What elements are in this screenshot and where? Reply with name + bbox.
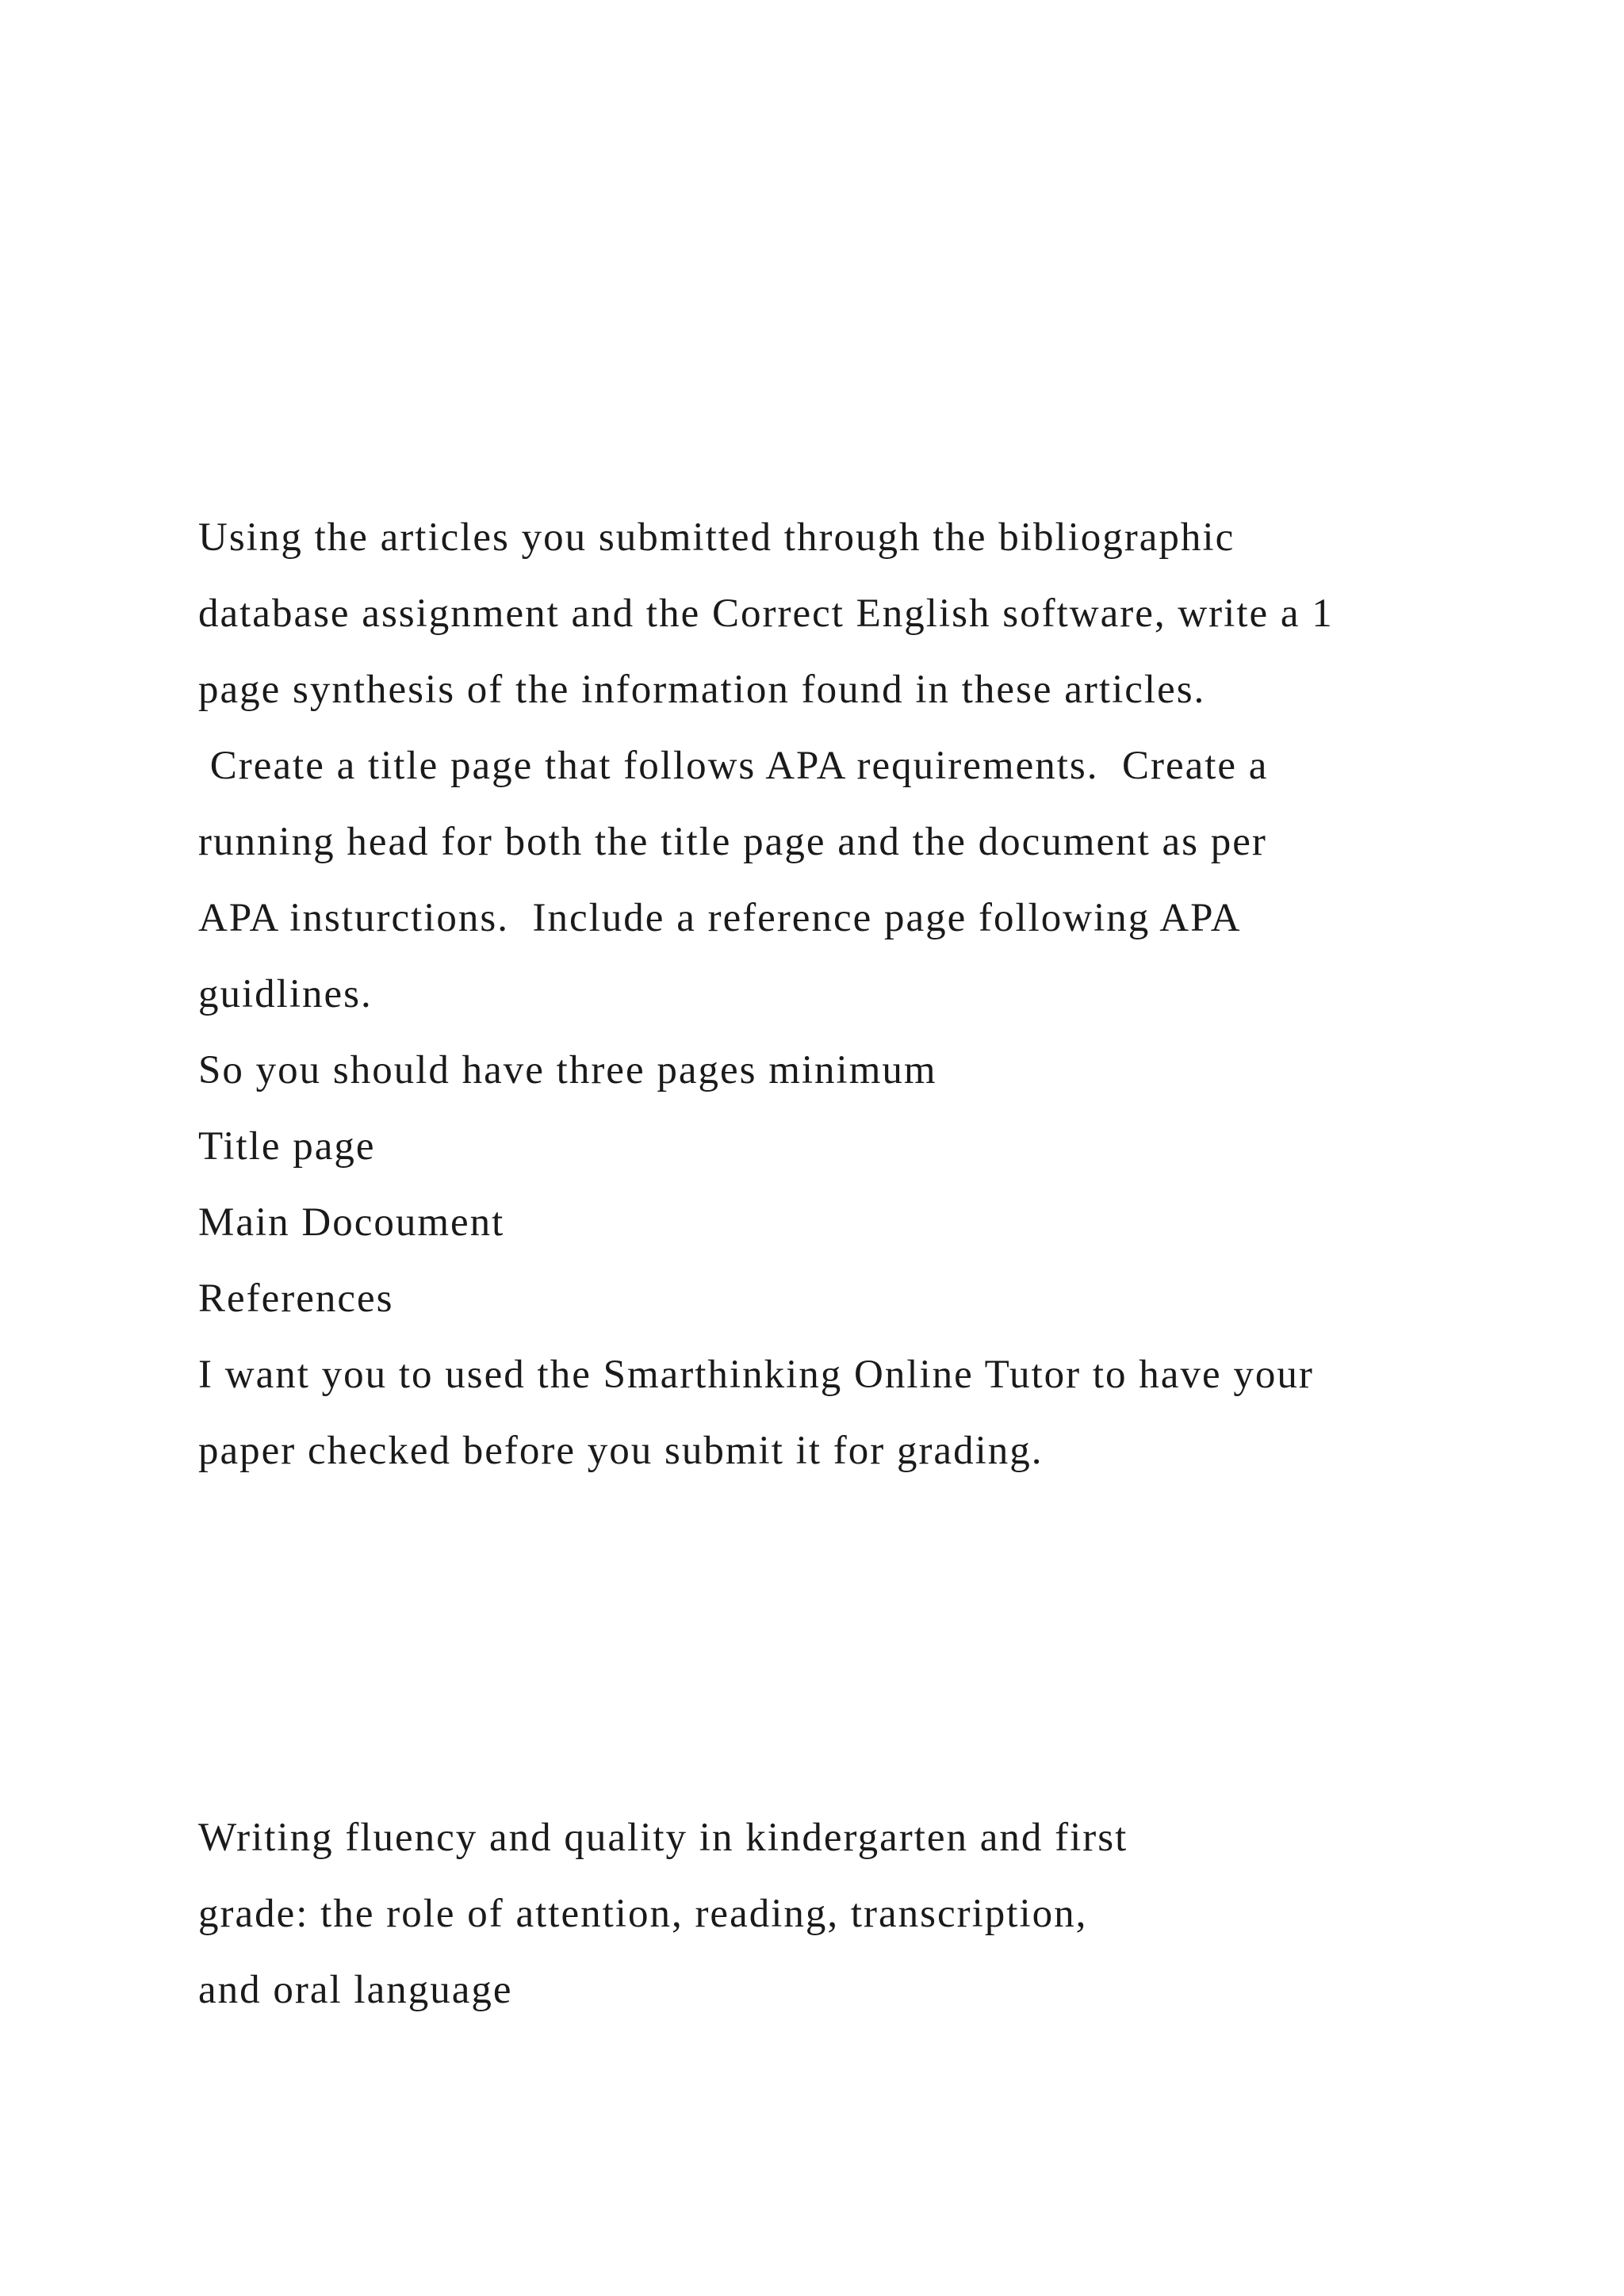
instruction-line: Using the articles you submitted through the bibliographic bbox=[198, 515, 1235, 560]
instruction-line: guidlines. bbox=[198, 972, 373, 1016]
instruction-line: APA insturctions. Include a reference page following APA bbox=[198, 896, 1242, 940]
instruction-line: page synthesis of the information found in these articles. bbox=[198, 668, 1206, 712]
article-title-line: grade: the role of attention, reading, transcription, bbox=[198, 1892, 1088, 1936]
instruction-line: running head for both the title page and the document as per bbox=[198, 820, 1267, 864]
instruction-line: Create a title page that follows APA requirements. Create a bbox=[198, 744, 1269, 788]
article-title-line: Writing fluency and quality in kindergarten and first bbox=[198, 1816, 1128, 1860]
instruction-line: Title page bbox=[198, 1124, 376, 1169]
instruction-line: paper checked before you submit it for grading. bbox=[198, 1429, 1044, 1473]
instruction-line: database assignment and the Correct English software, write a 1 bbox=[198, 591, 1334, 636]
instruction-line: So you should have three pages minimum bbox=[198, 1048, 937, 1093]
instruction-line: References bbox=[198, 1276, 394, 1321]
article-title bbox=[198, 1800, 1467, 2028]
instruction-line: I want you to used the Smarthinking Online Tutor to have your bbox=[198, 1353, 1314, 1397]
instruction-line: Main Docoument bbox=[198, 1200, 505, 1245]
assignment-instructions bbox=[198, 499, 1467, 1489]
article-title-line: and oral language bbox=[198, 1968, 513, 2012]
